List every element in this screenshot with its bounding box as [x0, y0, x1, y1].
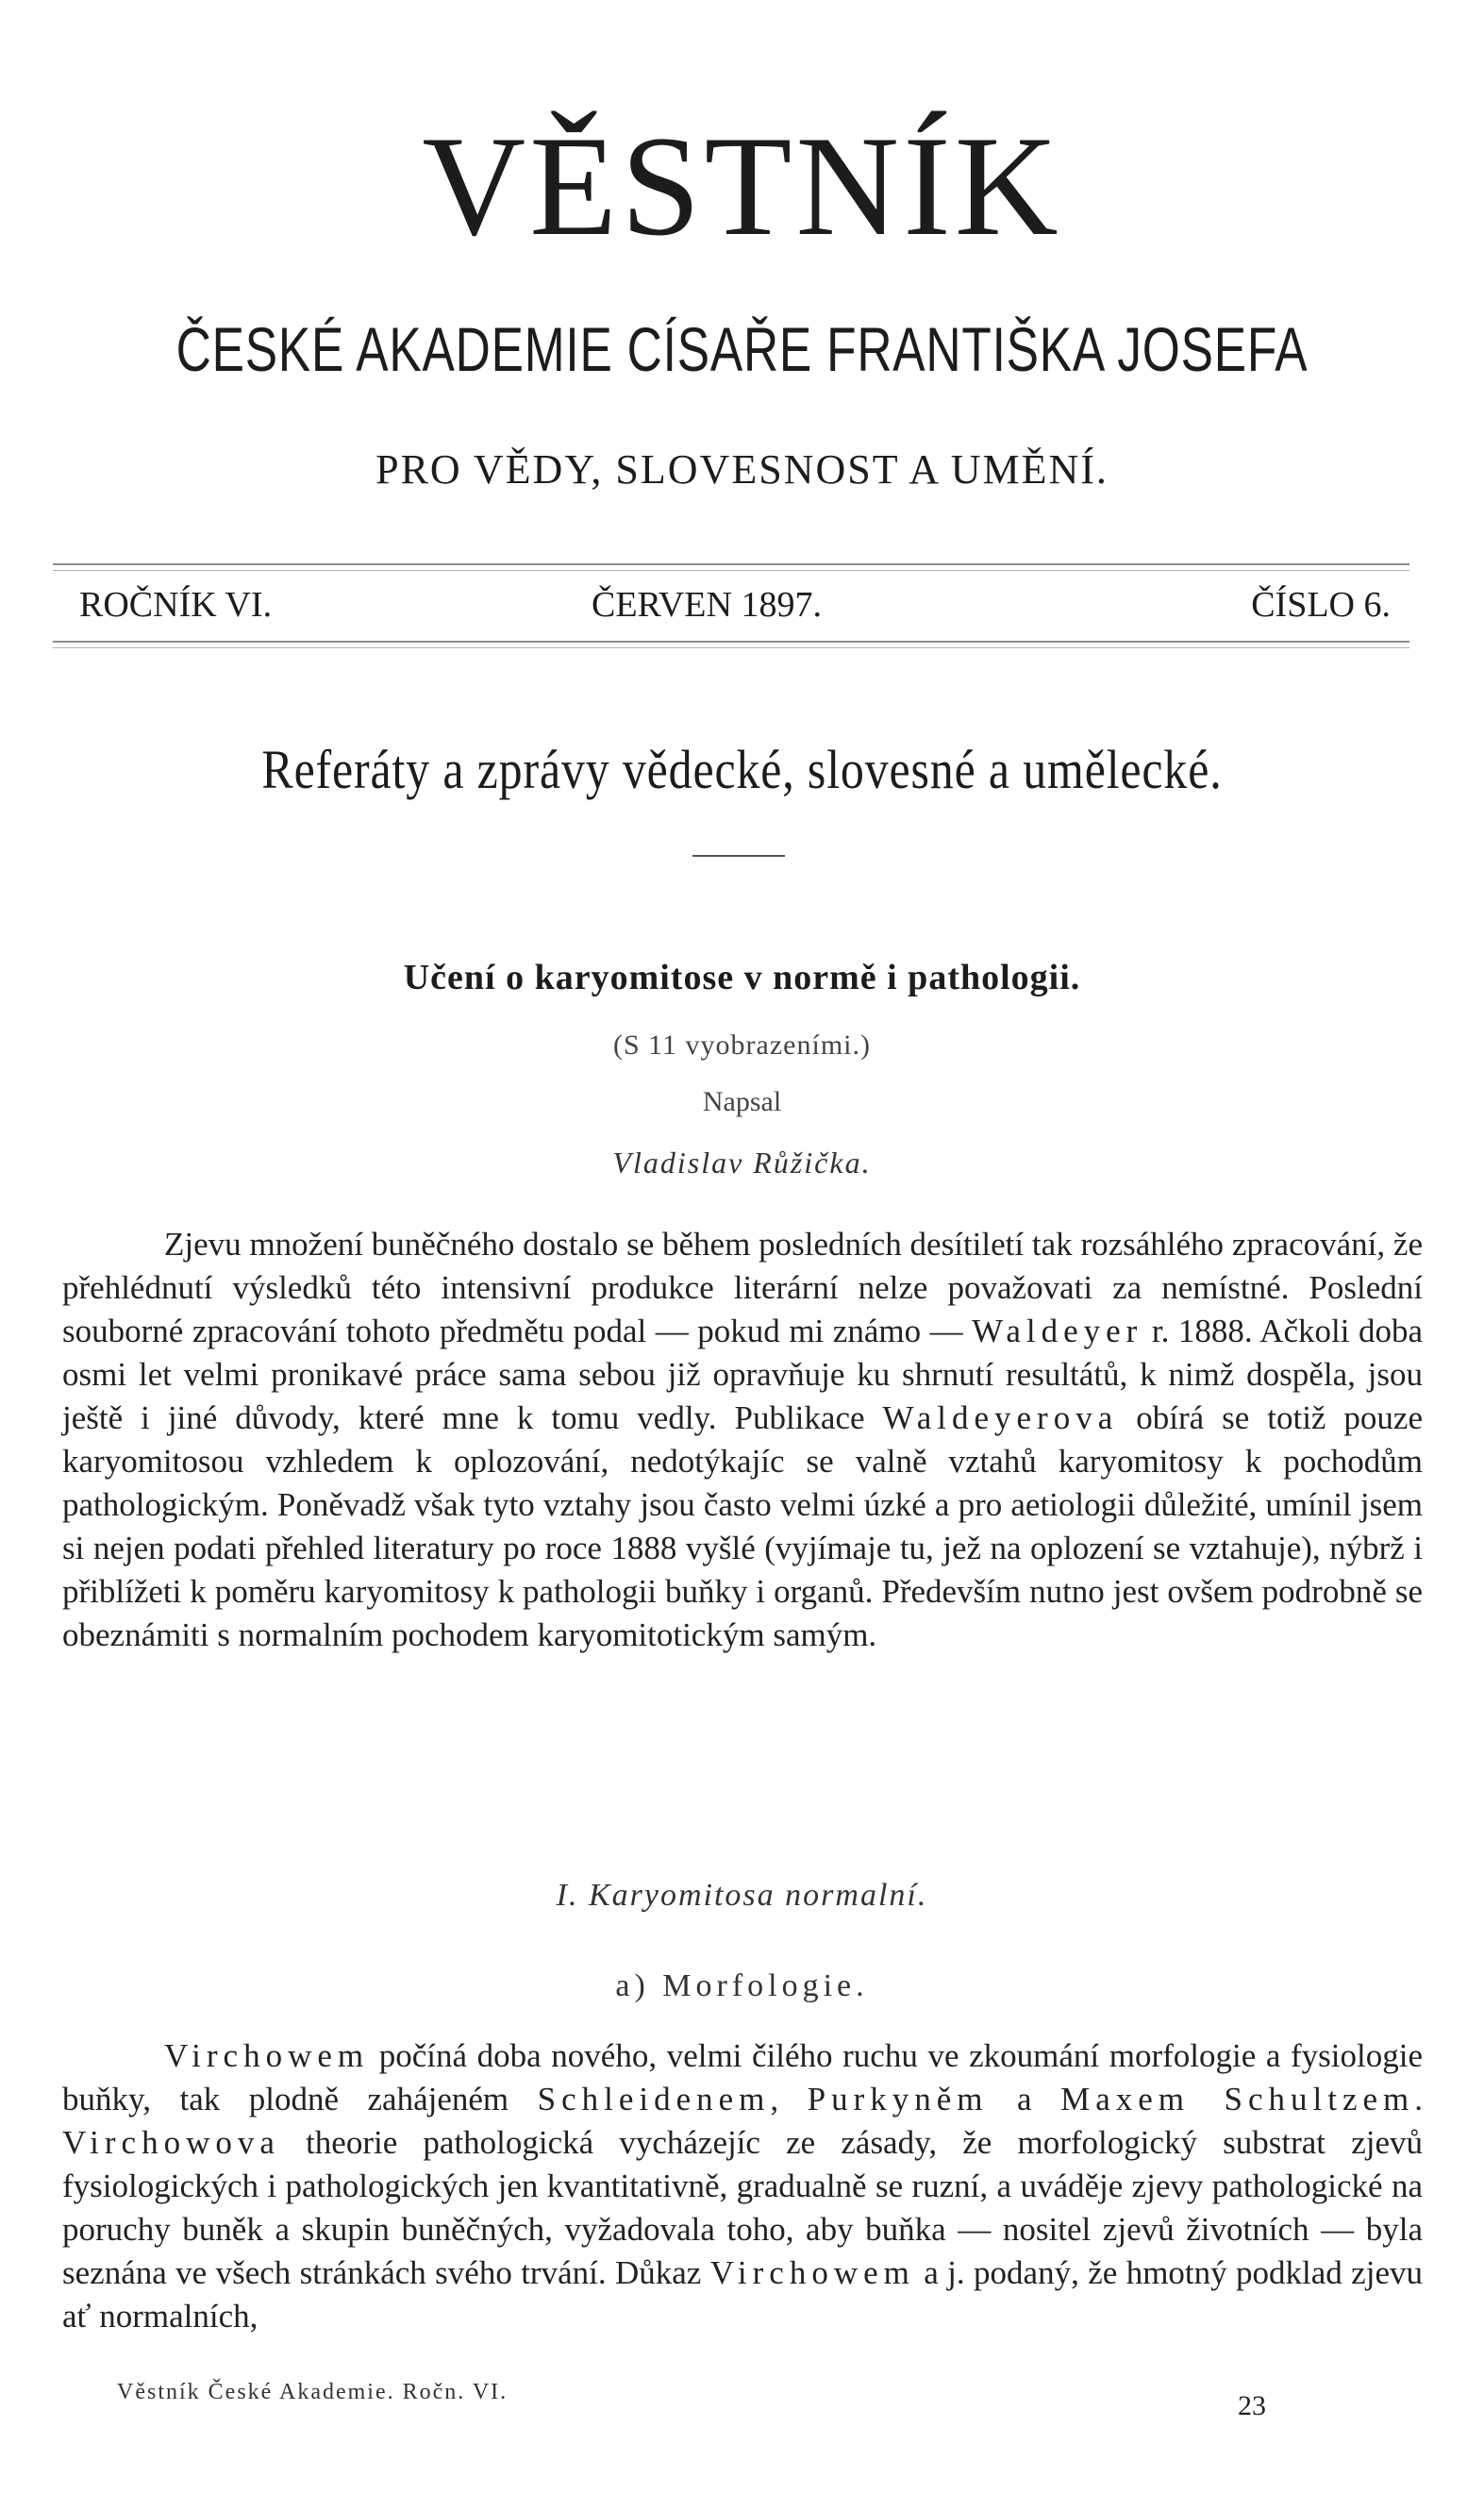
bottom-divider: [53, 641, 1409, 643]
bottom-divider-thin: [53, 647, 1409, 648]
author-name-virchowem: Virchowem: [164, 2037, 370, 2074]
paragraph-text: obírá se totiž pouze karyomitosou vzhledem k oplozování, nedotýkajíc se valně vztahů karyomitosy k pochodům pathologickým. Poněvadž však tyto vztahy jsou často velmi úzké a pro aetiologii důležité, umínil jsem si nejen podati přehled literatury po roce 1888 vyšlé (vyjímaje tu, jež na oplození se vztahuje), nýbrž i přiblížeti k poměru karyomitosy k pathologii buňky i organů. Především nutno jest ovšem podrobně se obeznámiti s normalním pochodem karyomitotickým samým.: [62, 1399, 1423, 1653]
paragraph-text: ,: [770, 2081, 808, 2117]
article-byline: Napsal: [702, 1086, 782, 1117]
author-name-waldeyerova: Waldeyerova: [882, 1399, 1119, 1436]
author-name-waldeyer: Waldeyer: [972, 1313, 1143, 1349]
subsection-heading: a) Morfologie.: [615, 1968, 869, 2003]
paragraph-text: a: [988, 2081, 1061, 2117]
author-name-purkynem: Purkyněm: [807, 2081, 989, 2117]
issue-info-row: [79, 579, 1391, 630]
author-name-virchowem-2: Virchowem: [709, 2254, 915, 2291]
section-title: Referáty a zprávy vědecké, slovesné a umělecké.: [261, 739, 1223, 800]
top-divider: [53, 563, 1409, 565]
journal-subtitle: ČESKÉ AKADEMIE CÍSAŘE FRANTIŠKA JOSEFA: [175, 314, 1309, 384]
section-heading: I. Karyomitosa normalní.: [556, 1878, 928, 1913]
journal-title: VĚSTNÍK: [422, 107, 1062, 265]
issue-number: ČÍSLO 6.: [1251, 585, 1391, 625]
paragraph-text: Zjevu množení buněčného dostalo se během posledních desítiletí tak rozsáhlého zpracování, že přehlédnutí výsledků této intensivní produkce literární nelze považovati za nemístné. Poslední souborné zpracování tohoto předmětu podal — pokud mi známo —: [62, 1226, 1423, 1349]
article-title: Učení o karyomitose v normě i pathologii.: [403, 958, 1081, 997]
article-author: Vladislav Růžička.: [612, 1146, 872, 1180]
author-name-schultzem: Maxem Schultzem: [1060, 2081, 1415, 2117]
journal-tagline: PRO VĚDY, SLOVESNOST A UMĚNÍ.: [375, 446, 1109, 493]
top-divider-thin: [53, 570, 1409, 571]
paragraph-text: .: [1414, 2081, 1423, 2117]
footer-journal-ref: Věstník České Akademie. Ročn. VI.: [117, 2380, 509, 2404]
article-subtitle: (S 11 vyobrazeními.): [613, 1029, 871, 1061]
section-separator: [692, 855, 785, 857]
author-name-virchowova: Virchowova: [62, 2124, 280, 2161]
paragraph-text: počíná doba nového, velmi čilého ruchu ve zkoumání morfologie a fysiologie buňky, tak plodně zahájeném: [62, 2037, 1423, 2117]
page-number: 23: [1238, 2390, 1266, 2421]
paragraph-morphology: [62, 2034, 1423, 2338]
paragraph-text: a j. podaný, že hmotný podklad zjevu ať normalních,: [62, 2254, 1423, 2335]
issue-date: ČERVEN 1897.: [592, 585, 822, 625]
paragraph-intro: [62, 1223, 1423, 1657]
paragraph-text: theorie pathologická vycházejíc ze zásady, že morfologický substrat zjevů fysiologických i pathologických jen kvantitativně, gradualně se ruzní, a uváděje zjevy pathologické na poruchy buněk a skupin buněčných, vyžadovala toho, aby buňka — nositel zjevů životních — byla seznána ve všech stránkách svého trvání. Důkaz: [62, 2124, 1423, 2291]
issue-volume: ROČNÍK VI.: [79, 585, 273, 625]
paragraph-text: r. 1888. Ačkoli doba osmi let velmi pronikavé práce sama sebou již opravňuje ku shrnutí resultátů, k nimž dospěla, jsou ještě i jiné důvody, které mne k tomu vedly. Publikace: [62, 1313, 1423, 1436]
author-name-schleidenem: Schleidenem: [537, 2081, 771, 2117]
